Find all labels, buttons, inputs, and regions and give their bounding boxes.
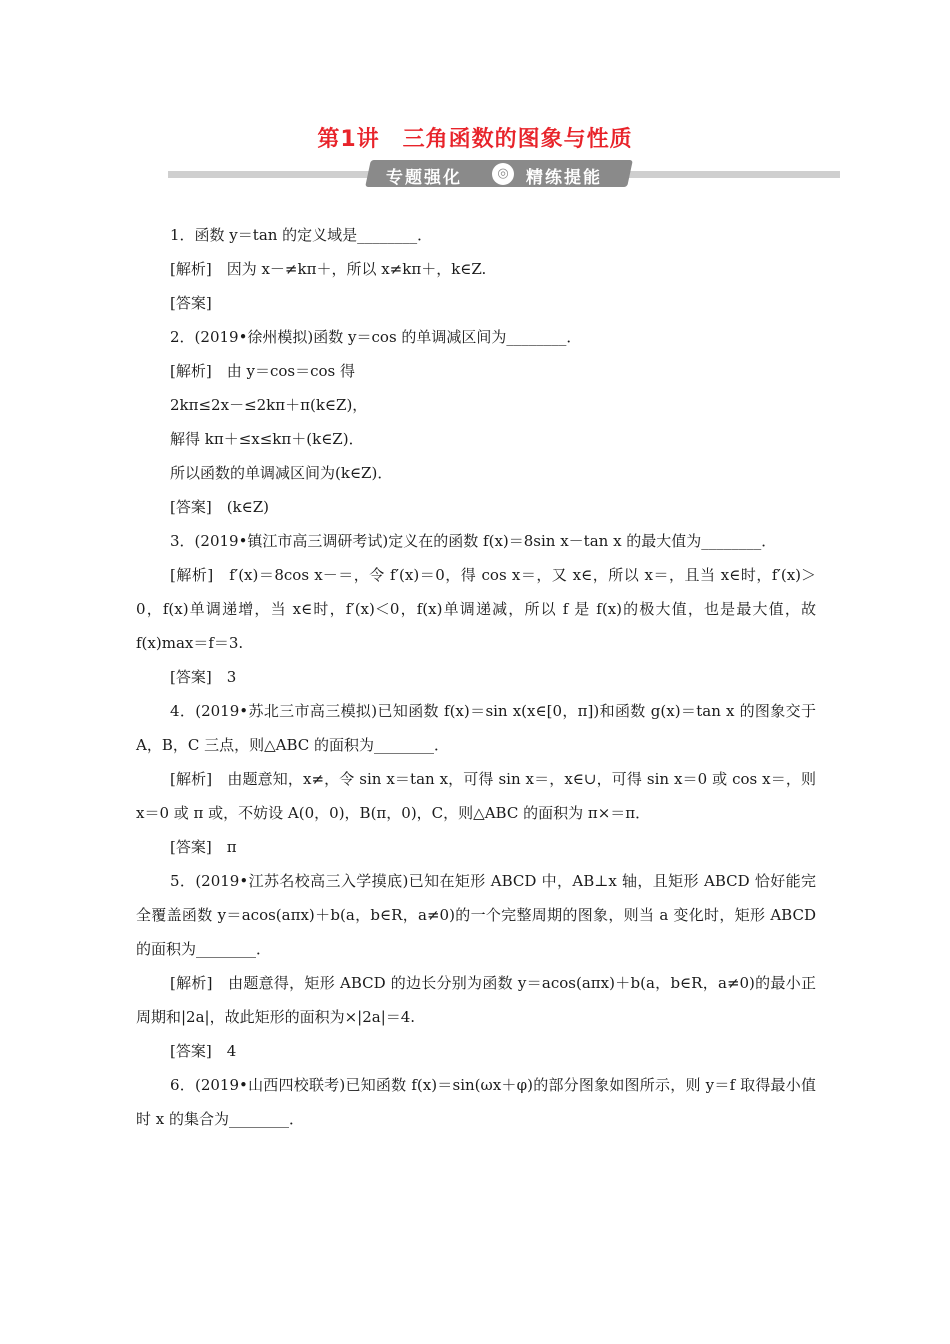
question-5: 5．(2019•江苏名校高三入学摸底)已知在矩形 ABCD 中，AB⊥x 轴，且矩形 ABCD 恰好能完全覆盖函数 y＝acos(aπx)＋b(a，b∈R，a≠0)的一个完整周期的图象，则当 a 变化时，矩形 ABCD 的面积为________． (136, 872, 816, 958)
answer-1: [答案] (170, 294, 212, 312)
analysis-2-step: 解得 kπ＋≤x≤kπ＋(k∈Z)． (170, 430, 364, 448)
analysis-4: [解析] 由题意知，x≠，令 sin x＝tan x，可得 sin x＝，x∈∪，可得 sin x＝0 或 cos x＝，则 x＝0 或 π 或，不妨设 A(0，0)，B(π，0)，C，则△ABC 的面积为 π×＝π． (136, 770, 816, 822)
document-body (136, 218, 816, 1136)
answer-2: [答案] (k∈Z) (170, 498, 270, 516)
banner-label-right: 精练提能 (526, 168, 602, 188)
page-title: 第1讲 三角函数的图象与性质 (317, 127, 633, 152)
answer-3: [答案] 3 (170, 668, 237, 686)
banner-label-left: 专题强化 (386, 168, 462, 188)
section-banner (168, 160, 840, 188)
analysis-5: [解析] 由题意得，矩形 ABCD 的边长分别为函数 y＝acos(aπx)＋b(a，b∈R，a≠0)的最小正周期和|2a|，故此矩形的面积为×|2a|＝4. (136, 974, 816, 1026)
answer-5: [答案] 4 (170, 1042, 237, 1060)
question-4: 4．(2019•苏北三市高三模拟)已知函数 f(x)＝sin x(x∈[0，π])和函数 g(x)＝tan x 的图象交于 A，B，C 三点，则△ABC 的面积为________． (136, 702, 816, 754)
analysis-2: [解析] 由 y＝cos＝cos 得 (170, 362, 355, 380)
answer-4: [答案] π (170, 838, 237, 856)
analysis-3: [解析] f′(x)＝8cos x－＝，令 f′(x)＝0，得 cos x＝，又 x∈，所以 x＝，且当 x∈时，f′(x)＞0，f(x)单调递增，当 x∈时，f′(x)＜0，f(x)单调递减，所以 f 是 f(x)的极大值，也是最大值，故 f(x)max＝f＝3. (136, 566, 816, 652)
analysis-2-step: 2kπ≤2x－≤2kπ＋π(k∈Z)， (170, 396, 368, 414)
question-1: 1．函数 y＝tan 的定义域是________． (170, 226, 433, 244)
question-2: 2．(2019•徐州模拟)函数 y＝cos 的单调减区间为________． (170, 328, 582, 346)
banner-logo-icon: ◎ (492, 163, 514, 185)
question-3: 3．(2019•镇江市高三调研考试)定义在的函数 f(x)＝8sin x－tan x 的最大值为________． (170, 532, 777, 550)
analysis-2-step: 所以函数的单调减区间为(k∈Z)． (170, 464, 393, 482)
analysis-1: [解析] 因为 x－≠kπ＋，所以 x≠kπ＋，k∈Z. (170, 260, 487, 278)
question-6: 6．(2019•山西四校联考)已知函数 f(x)＝sin(ωx＋φ)的部分图象如图所示，则 y＝f 取得最小值时 x 的集合为________． (136, 1076, 816, 1128)
